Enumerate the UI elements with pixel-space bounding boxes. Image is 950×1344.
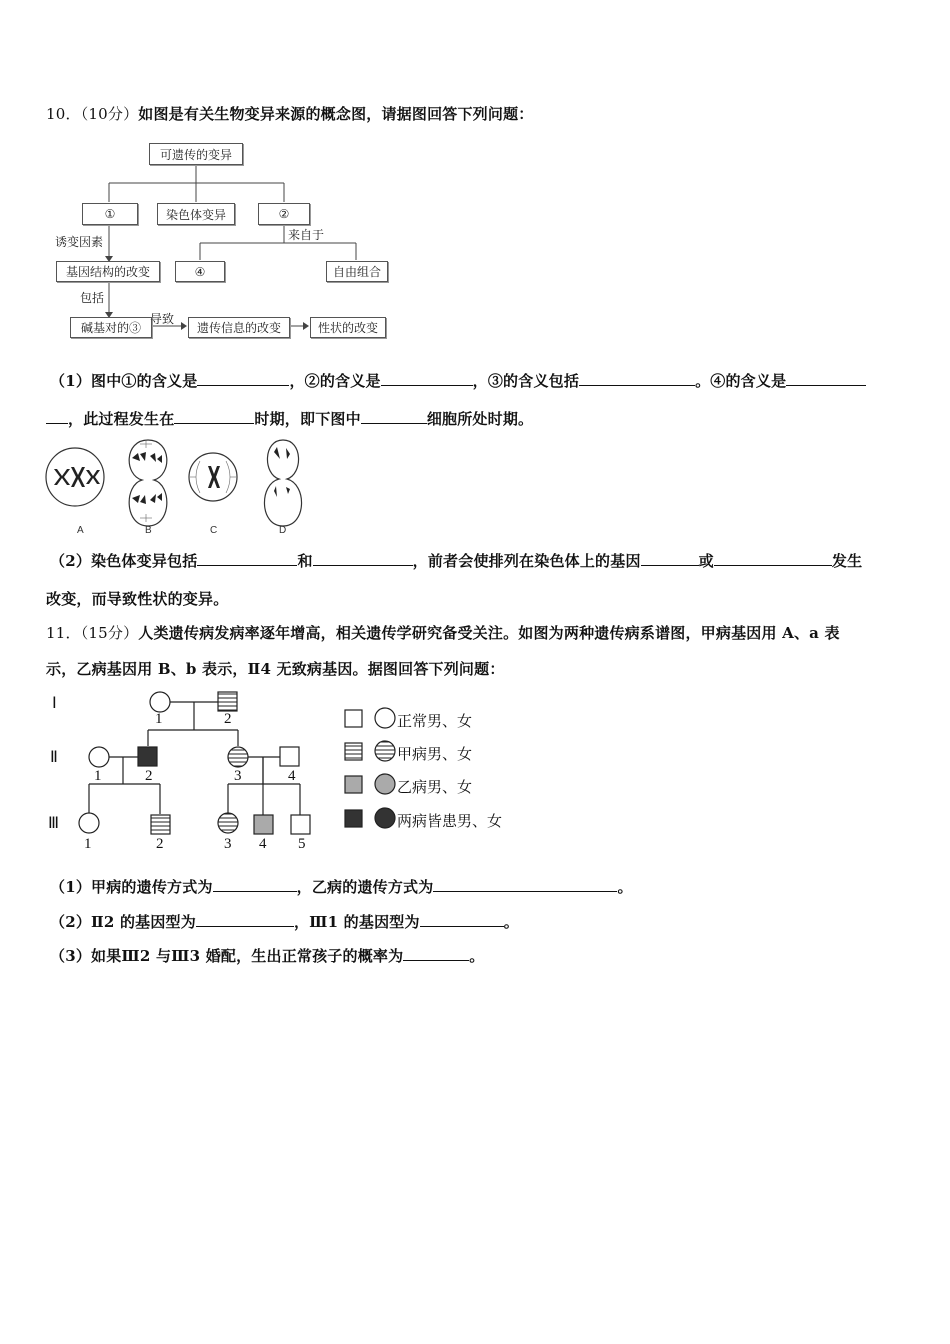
q10-sub1-text-f: 时期，即下图中 — [254, 410, 361, 428]
q11-stem-2: 示，乙病基因用 B、b 表示，Ⅱ4 无致病基因。据图回答下列问题： — [46, 660, 505, 678]
answer-blank[interactable] — [579, 371, 695, 386]
cm-heritable-variation: 可遗传的变异 — [149, 143, 243, 165]
answer-blank[interactable] — [361, 409, 427, 424]
gen-label-III: Ⅲ — [48, 815, 60, 832]
ped-num-II3: 3 — [234, 768, 242, 784]
cm-chromosome-variation: 染色体变异 — [157, 203, 235, 225]
ped-num-I2: 2 — [224, 711, 232, 727]
q11-score: （15分） — [80, 624, 139, 642]
q10-sub2-text-d: 或 — [698, 552, 714, 570]
answer-blank[interactable] — [213, 877, 297, 892]
answer-blank[interactable] — [641, 551, 699, 566]
cell-label-c: C — [210, 525, 218, 536]
q10-sub2-text-e: 发生 — [831, 552, 863, 570]
answer-blank[interactable] — [46, 409, 68, 424]
ped-num-III1: 1 — [84, 836, 92, 852]
answer-blank[interactable] — [403, 946, 469, 961]
ped-III5 — [291, 815, 310, 834]
ped-num-III4: 4 — [259, 836, 267, 852]
cell-division-figures — [40, 436, 320, 536]
q11-sub2-text-c: 。 — [503, 913, 519, 931]
q11-stem-line2 — [46, 658, 505, 679]
cm-base-pair: 碱基对的③ — [70, 317, 152, 338]
answer-blank[interactable] — [433, 877, 617, 892]
ped-II3 — [228, 747, 248, 767]
cell-d — [264, 440, 301, 526]
q11-sub1 — [50, 876, 633, 897]
cm-gene-structure: 基因结构的改变 — [56, 261, 160, 282]
answer-blank[interactable] — [313, 551, 413, 566]
q10-sub2-line2 — [46, 588, 228, 609]
q10-sub2-line1 — [50, 550, 862, 571]
legend-normal: 正常男、女 — [397, 712, 473, 730]
cell-label-a: A — [77, 525, 84, 536]
cm-box-2: ② — [258, 203, 310, 225]
q10-score: （10分） — [80, 105, 139, 123]
q11-sub1-text-c: 。 — [617, 878, 633, 896]
ped-II1 — [89, 747, 109, 767]
legend-both: 两病皆患男、女 — [397, 812, 503, 830]
ped-II4 — [280, 747, 299, 766]
ped-II2 — [138, 747, 157, 766]
answer-blank[interactable] — [174, 409, 254, 424]
cm-box-1: ① — [82, 203, 138, 225]
q11-sub2 — [50, 911, 519, 932]
ped-num-I1: 1 — [155, 711, 163, 727]
q11-number: 11． — [46, 624, 81, 642]
cell-a — [46, 448, 104, 506]
ped-num-III3: 3 — [224, 836, 232, 852]
cm-label-inducer: 诱变因素 — [55, 235, 104, 249]
q11-stem-line1 — [46, 622, 840, 643]
cm-trait-change: 性状的改变 — [310, 317, 386, 338]
answer-blank[interactable] — [196, 912, 294, 927]
q10-sub1-line1 — [50, 370, 866, 391]
q10-sub1-text-e: ，此过程发生在 — [68, 410, 175, 428]
q10-sub1-text-d: 。④的含义是 — [695, 372, 787, 390]
q11-sub1-text-a: （1）甲病的遗传方式为 — [50, 878, 213, 896]
q10-sub1-line2 — [46, 408, 533, 429]
q10-sub1-text-c: ，③的含义包括 — [472, 372, 580, 390]
ped-III4 — [254, 815, 273, 834]
cell-label-d: D — [279, 525, 287, 536]
legend-both-male-symbol — [345, 810, 362, 827]
ped-num-III2: 2 — [156, 836, 164, 852]
legend-yi-male-symbol — [345, 776, 362, 793]
answer-blank[interactable] — [786, 371, 866, 386]
legend-yi: 乙病男、女 — [397, 778, 473, 796]
legend-jia-female-symbol — [375, 741, 395, 761]
ped-III1 — [79, 813, 99, 833]
legend-jia: 甲病男、女 — [397, 745, 473, 763]
cm-free-combination: 自由组合 — [326, 261, 388, 282]
gen-label-I: Ⅰ — [52, 695, 57, 712]
cm-label-lead: 导致 — [150, 312, 175, 326]
ped-num-II1: 1 — [94, 768, 102, 784]
ped-III2 — [151, 815, 170, 834]
q10-sub2-text-f: 改变，而导致性状的变异。 — [46, 590, 229, 608]
q11-sub2-text-a: （2）Ⅱ2 的基因型为 — [50, 913, 196, 931]
q11-stem-1: 人类遗传病发病率逐年增高，相关遗传学研究备受关注。如图为两种遗传病系谱图，甲病基因用 A、a 表 — [138, 624, 840, 642]
q11-sub3 — [50, 945, 485, 966]
ped-num-III5: 5 — [298, 836, 306, 852]
cm-label-include: 包括 — [80, 291, 105, 305]
ped-III3 — [218, 813, 238, 833]
cell-c — [189, 453, 237, 501]
q10-sub1-text-g: 细胞所处时期。 — [426, 410, 534, 428]
ped-I1 — [150, 692, 170, 712]
legend-normal-male-symbol — [345, 710, 362, 727]
q10-sub2-text-b: 和 — [297, 552, 313, 570]
legend-normal-female-symbol — [375, 708, 395, 728]
q11-sub2-text-b: ，Ⅲ1 的基因型为 — [293, 913, 420, 931]
cm-genetic-info: 遗传信息的改变 — [188, 317, 290, 338]
answer-blank[interactable] — [381, 371, 473, 386]
q11-sub3-text-a: （3）如果Ⅲ2 与Ⅲ3 婚配，生出正常孩子的概率为 — [50, 947, 404, 965]
answer-blank[interactable] — [197, 551, 297, 566]
legend-both-female-symbol — [375, 808, 395, 828]
answer-blank[interactable] — [714, 551, 832, 566]
q10-stem: 如图是有关生物变异来源的概念图，请据图回答下列问题： — [138, 105, 534, 123]
q10-number: 10． — [46, 105, 81, 123]
q10-sub2-text-c: ，前者会使排列在染色体上的基因 — [412, 552, 641, 570]
ped-num-II2: 2 — [145, 768, 153, 784]
pedigree-svg — [0, 680, 950, 860]
q10-sub1-text-b: ，②的含义是 — [289, 372, 381, 390]
answer-blank[interactable] — [197, 371, 289, 386]
legend-jia-male-symbol — [345, 743, 362, 760]
q10-sub1-text-a: （1）图中①的含义是 — [50, 372, 198, 390]
ped-I2 — [218, 692, 237, 711]
cm-box-4: ④ — [175, 261, 225, 282]
cm-label-from: 来自于 — [288, 228, 325, 242]
q11-sub1-text-b: ，乙病的遗传方式为 — [296, 878, 434, 896]
legend-yi-female-symbol — [375, 774, 395, 794]
q11-sub3-text-b: 。 — [469, 947, 485, 965]
q10-sub2-text-a: （2）染色体变异包括 — [50, 552, 198, 570]
gen-label-II: Ⅱ — [50, 749, 58, 766]
ped-num-II4: 4 — [288, 768, 296, 784]
cell-b — [129, 440, 167, 526]
cell-label-b: B — [145, 525, 152, 536]
concept-map-lines — [0, 0, 950, 350]
answer-blank[interactable] — [420, 912, 504, 927]
